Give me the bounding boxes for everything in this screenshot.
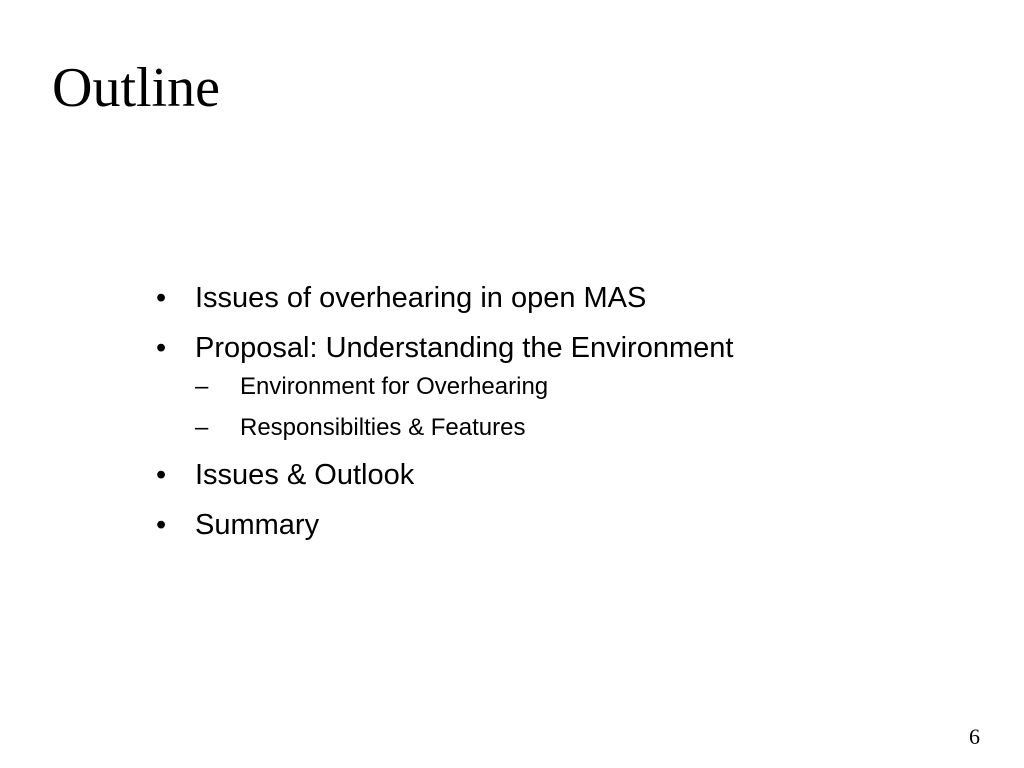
outline-subitem-text: Environment for Overhearing bbox=[240, 373, 549, 400]
outline-subitem bbox=[195, 372, 733, 402]
bullet-icon: • bbox=[156, 332, 167, 364]
bullet-icon: • bbox=[156, 282, 167, 314]
outline-subitem-text: Responsibilties & Features bbox=[240, 414, 526, 441]
outline-item-text: Summary bbox=[195, 509, 320, 541]
bullet-icon: • bbox=[156, 509, 167, 541]
outline-item bbox=[156, 280, 733, 316]
slide-title: Outline bbox=[52, 57, 220, 119]
outline-subitem bbox=[195, 413, 733, 443]
outline-item bbox=[156, 330, 733, 443]
dash-icon: – bbox=[195, 414, 209, 441]
dash-icon: – bbox=[195, 373, 209, 400]
bullet-icon: • bbox=[156, 459, 167, 491]
page-number: 6 bbox=[969, 724, 980, 749]
outline-sublist bbox=[195, 372, 733, 443]
outline-item bbox=[156, 507, 733, 543]
outline-item bbox=[156, 457, 733, 493]
outline-item-text: Issues & Outlook bbox=[195, 459, 415, 491]
outline-item-text: Proposal: Understanding the Environment bbox=[195, 332, 734, 364]
outline-item-text: Issues of overhearing in open MAS bbox=[195, 282, 647, 314]
outline-list bbox=[156, 280, 733, 557]
